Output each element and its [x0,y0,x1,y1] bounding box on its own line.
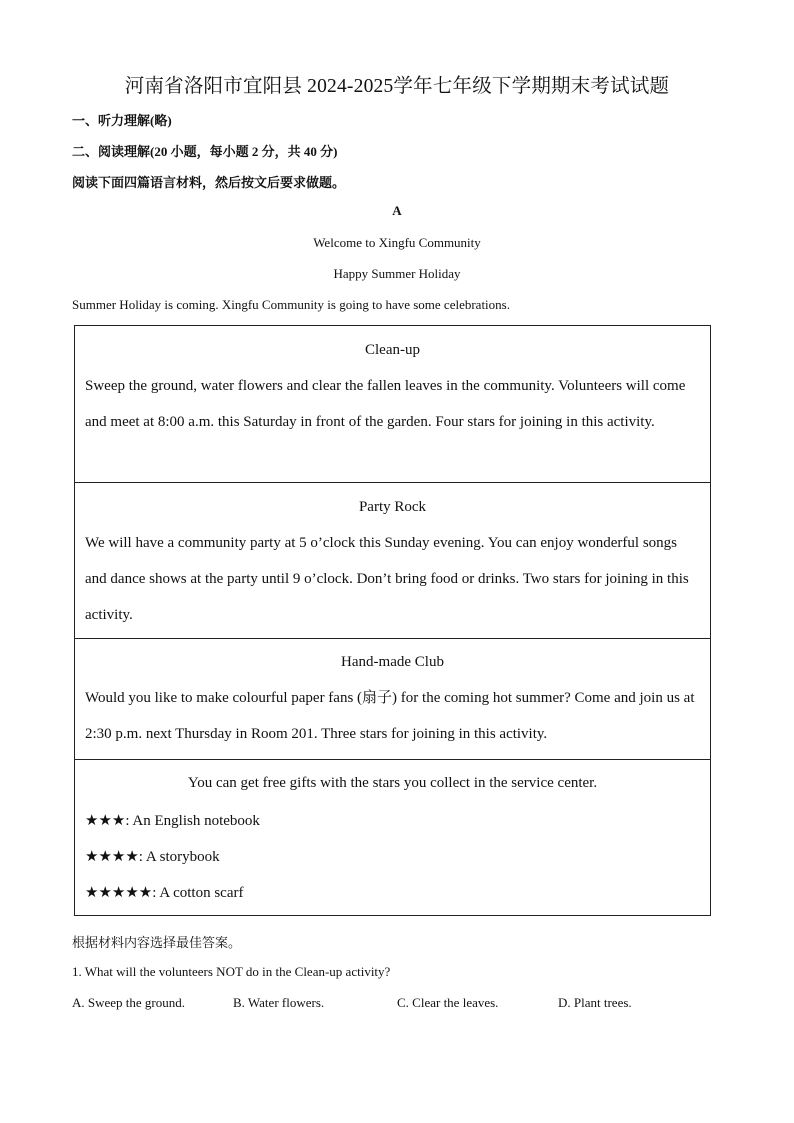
question-intro: 根据材料内容选择最佳答案。 [72,935,242,950]
option-d: D. Plant trees. [558,995,632,1010]
passage-subheading: Happy Summer Holiday [333,266,461,281]
activity-cell-hand-made-club [75,639,710,760]
gift-item: ★★★: An English notebook [85,813,260,829]
gift-item: ★★★★★: A cotton scarf [85,885,244,901]
activity-cell-party-rock [75,483,710,639]
passage-label: A [392,203,402,218]
activity-title: Party Rock [358,499,427,515]
gifts-cell [75,760,710,915]
question-stem: 1. What will the volunteers NOT do in the Clean-up activity? [72,964,391,979]
exam-title: 河南省洛阳市宜阳县 2024-2025学年七年级下学期期末考试试题 [124,76,670,97]
section-listening: 一、听力理解(略) [72,113,172,128]
activity-cell-clean-up [75,326,710,483]
gifts-intro: You can get free gifts with the stars you collect in the service center. [187,775,598,791]
gift-item: ★★★★: A storybook [85,849,220,865]
activity-text: Sweep the ground, water flowers and clear the fallen leaves in the community. Volunteers will come and meet at 8:00 a.m. this Saturday in front of the garden. Four stars for joining in this activity. [85,378,686,430]
activities-table [74,325,711,916]
passage-intro: Summer Holiday is coming. Xingfu Community is going to have some celebrations. [72,297,510,312]
activity-title: Hand-made Club [341,654,444,670]
option-a: A. Sweep the ground. [72,995,186,1010]
activity-text: We will have a community party at 5 o’clock this Sunday evening. You can enjoy wonderful songs and dance shows at the party until 9 o’clock. Don’t bring food or drinks. Two stars for joining in this activity. [85,535,689,623]
option-c: C. Clear the leaves. [397,995,499,1010]
activity-text: Would you like to make colourful paper fans (扇子) for the coming hot summer? Come and join us at 2:30 p.m. next Thursday in Room 201. Three stars for joining in this activity. [85,690,695,742]
reading-instruction: 阅读下面四篇语言材料，然后按文后要求做题。 [72,175,346,190]
activity-title: Clean-up [365,342,420,358]
passage-heading: Welcome to Xingfu Community [313,235,481,250]
section-reading: 二、阅读理解(20 小题，每小题 2 分，共 40 分) [72,144,338,159]
option-b: B. Water flowers. [233,995,325,1010]
